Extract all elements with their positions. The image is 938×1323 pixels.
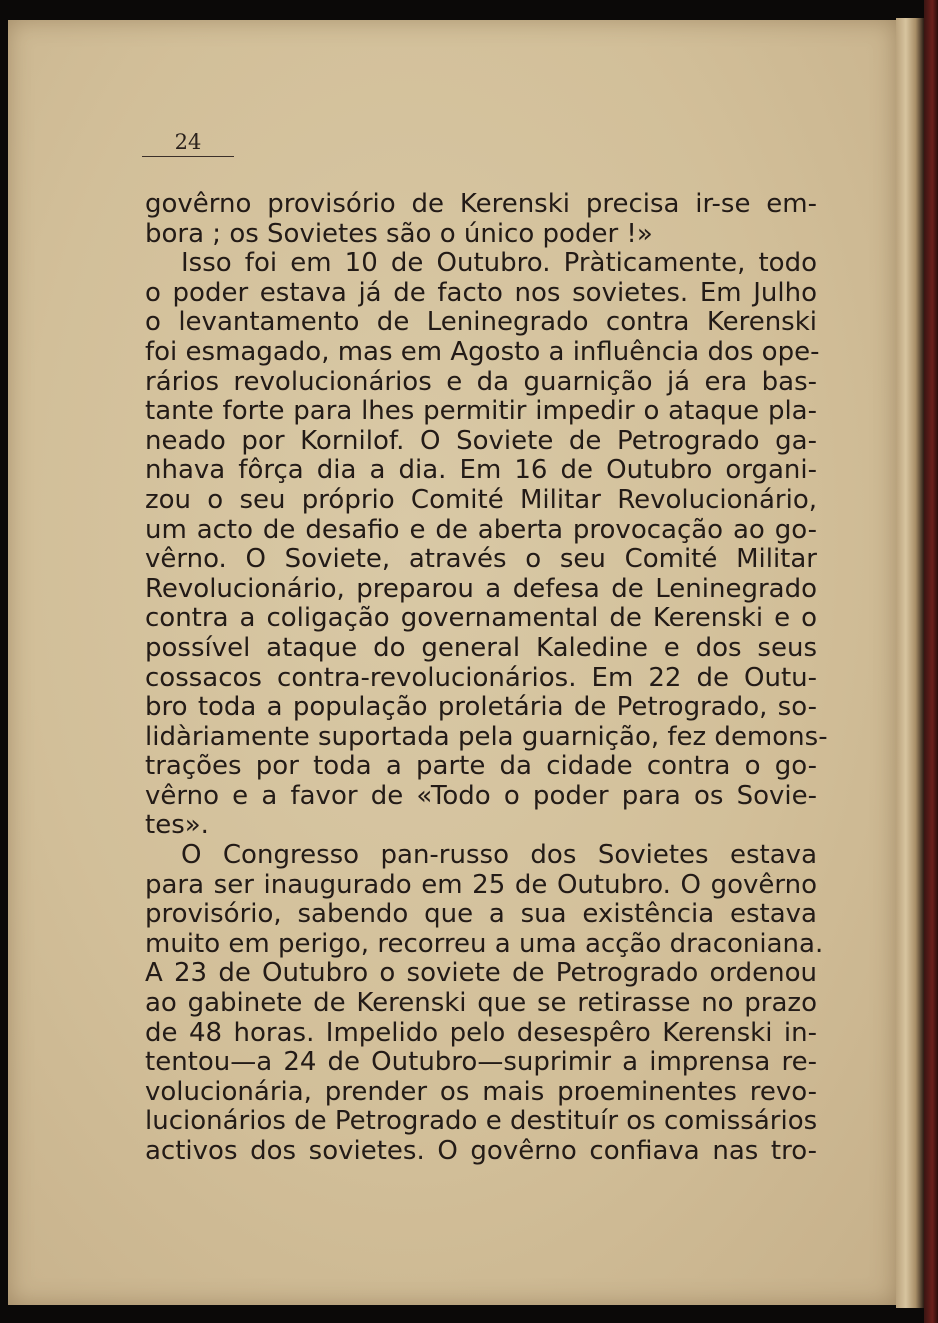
text-line: vêrno e a favor de «Todo o poder para os Sovie- [145,780,817,811]
text-line: vêrno. O Soviete, através o seu Comité Militar [145,544,817,575]
text-line: de 48 horas. Impelido pelo desespêro Kerenski in- [145,1017,817,1048]
text-line: nhava fôrça dia a dia. Em 16 de Outubro organi- [145,455,817,486]
text-line: lucionários de Petrogrado e destituír os comissários [145,1106,818,1137]
text-line: trações por toda a parte da cidade contra o go- [145,751,817,782]
text-line: foi esmagado, mas em Agosto a influência dos ope- [145,336,820,367]
text-line: ao gabinete de Kerenski que se retirasse no prazo [145,988,817,1019]
text-line: A 23 de Outubro o soviete de Petrogrado ordenou [145,958,817,989]
text-line: tentou—a 24 de Outubro—suprimir a imprensa re- [145,1047,817,1078]
text-line: tes». [145,810,209,841]
text-line: govêrno provisório de Kerenski precisa ir-se em- [145,189,817,219]
text-line: cossacos contra-revolucionários. Em 22 de Outu- [145,662,817,693]
text-line: contra a coligação governamental de Kerenski e o [145,603,817,634]
text-line: o poder estava já de facto nos sovietes. Em Julho [145,277,817,308]
text-line: volucionária, prender os mais proeminentes revo- [145,1076,817,1107]
text-line: tante forte para lhes permitir impedir o ataque pla- [145,396,817,427]
text-line: activos dos sovietes. O govêrno confiava nas tro- [145,1136,817,1166]
text-line: provisório, sabendo que a sua existência estava [145,899,817,930]
text-line: bro toda a população proletária de Petrogrado, so- [145,692,817,723]
body-text [145,189,828,1167]
text-line: lidàriamente suportada pela guarnição, fez demons- [145,721,828,752]
text-line: muito em perigo, recorreu a uma acção draconiana. [145,928,824,959]
text-line: Revolucionário, preparou a defesa de Leninegrado [145,573,817,604]
text-line: possível ataque do general Kaledine e dos seus [145,632,817,663]
text-line: um acto de desafio e de aberta provocação ao go- [145,514,817,545]
text-line: neado por Kornilof. O Soviete de Petrogrado ga- [145,425,817,456]
text-line: o levantamento de Leninegrado contra Kerenski [145,307,817,338]
text-line: Isso foi em 10 de Outubro. Pràticamente, todo [181,248,817,279]
text-line: rários revolucionários e da guarnição já era bas- [145,366,817,397]
text-line: zou o seu próprio Comité Militar Revolucionário, [145,484,817,515]
text-line: para ser inaugurado em 25 de Outubro. O govêrno [145,869,817,900]
text-line: bora ; os Sovietes são o único poder !» [145,218,653,249]
text-line: O Congresso pan-russo dos Sovietes estava [181,840,817,871]
page-number: 24 [142,130,234,157]
book-cover-edge [924,0,938,1323]
page-edge-stack [896,18,924,1308]
